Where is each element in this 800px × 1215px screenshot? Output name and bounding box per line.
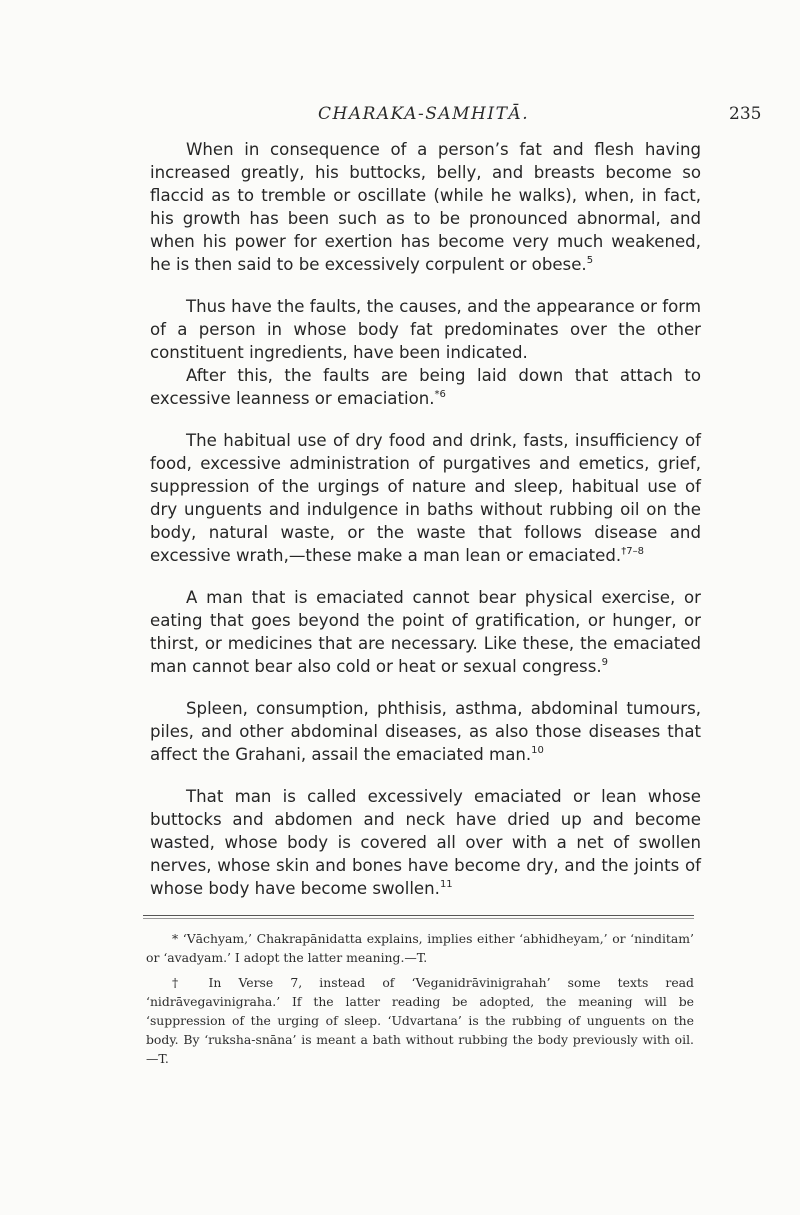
page-header <box>0 98 800 132</box>
verse-ref: *6 <box>434 389 446 400</box>
verse-ref: †7–8 <box>621 546 644 557</box>
footnote: * ‘Vāchyam,’ Chakrapānidatta explains, implies either ‘abhidheyam,’ or ‘ninditam’ or ‘avadyam.’ I adopt the latter meaning.—T. <box>146 931 694 965</box>
footnote-divider <box>143 918 694 919</box>
footnote: † In Verse 7, instead of ‘Veganidrāvinigrahah’ some texts read ‘nidrāvegavinigraha.’ If the latter reading be adopted, the meaning will be ‘suppression of the urging of sleep. ‘Udvartana’ is the rubbing of unguents on the body. By ‘ruksha-snāna’ is meant a bath without rubbing the body previously with oil.—T. <box>146 975 694 1066</box>
verse-ref: 9 <box>601 657 608 668</box>
paragraph: A man that is emaciated cannot bear physical exercise, or eating that goes beyond the point of gratification, or hunger, or thirst, or medicines that are necessary. Like these, the emaciated man cannot bear also cold or heat or sexual congress.$^9$ <box>150 588 701 676</box>
footnotes <box>146 929 694 1074</box>
paragraph: After this, the faults are being laid down that attach to excessive leanness or emaciation.$^{*6}$ <box>150 366 701 408</box>
main-text <box>150 138 701 900</box>
paragraph: That man is called excessively emaciated or lean whose buttocks and abdomen and neck have dried up and become wasted, whose body is covered all over with a net of swollen nerves, whose skin and bones have become dry, and the joints of whose body have become swollen.$^{11}$ <box>150 787 701 898</box>
paragraph: The habitual use of dry food and drink, fasts, insufficiency of food, excessive administration of purgatives and emetics, grief, suppression of the urgings of nature and sleep, habitual use of dry unguents and indulgence in baths without rubbing oil on the body, natural waste, or the waste that follows disease and excessive wrath,—these make a man lean or emaciated.$^{\dagger 7-8}$ <box>150 431 701 565</box>
verse-ref: 5 <box>586 255 594 266</box>
running-title: CHARAKA-SAMHITĀ. <box>318 104 530 124</box>
paragraph: Thus have the faults, the causes, and the appearance or form of a person in whose body fat predominates over the other constituent ingredients, have been indicated. <box>150 297 701 362</box>
footnote-divider <box>143 915 694 916</box>
page-number: 235 <box>729 104 762 124</box>
verse-ref: 11 <box>439 879 453 890</box>
verse-ref: 10 <box>531 745 544 756</box>
paragraph: Spleen, consumption, phthisis, asthma, abdominal tumours, piles, and other abdominal diseases, as also those diseases that affect the Grahani, assail the emaciated man.$^{10}$ <box>150 699 701 764</box>
paragraph: When in consequence of a person’s fat and flesh having increased greatly, his buttocks, belly, and breasts become so flaccid as to tremble or oscillate (while he walks), when, in fact, his growth has been such as to be pronounced abnormal, and when his power for exertion has become very much weakened, he is then said to be excessively corpulent or obese.$^5$ <box>150 140 701 274</box>
